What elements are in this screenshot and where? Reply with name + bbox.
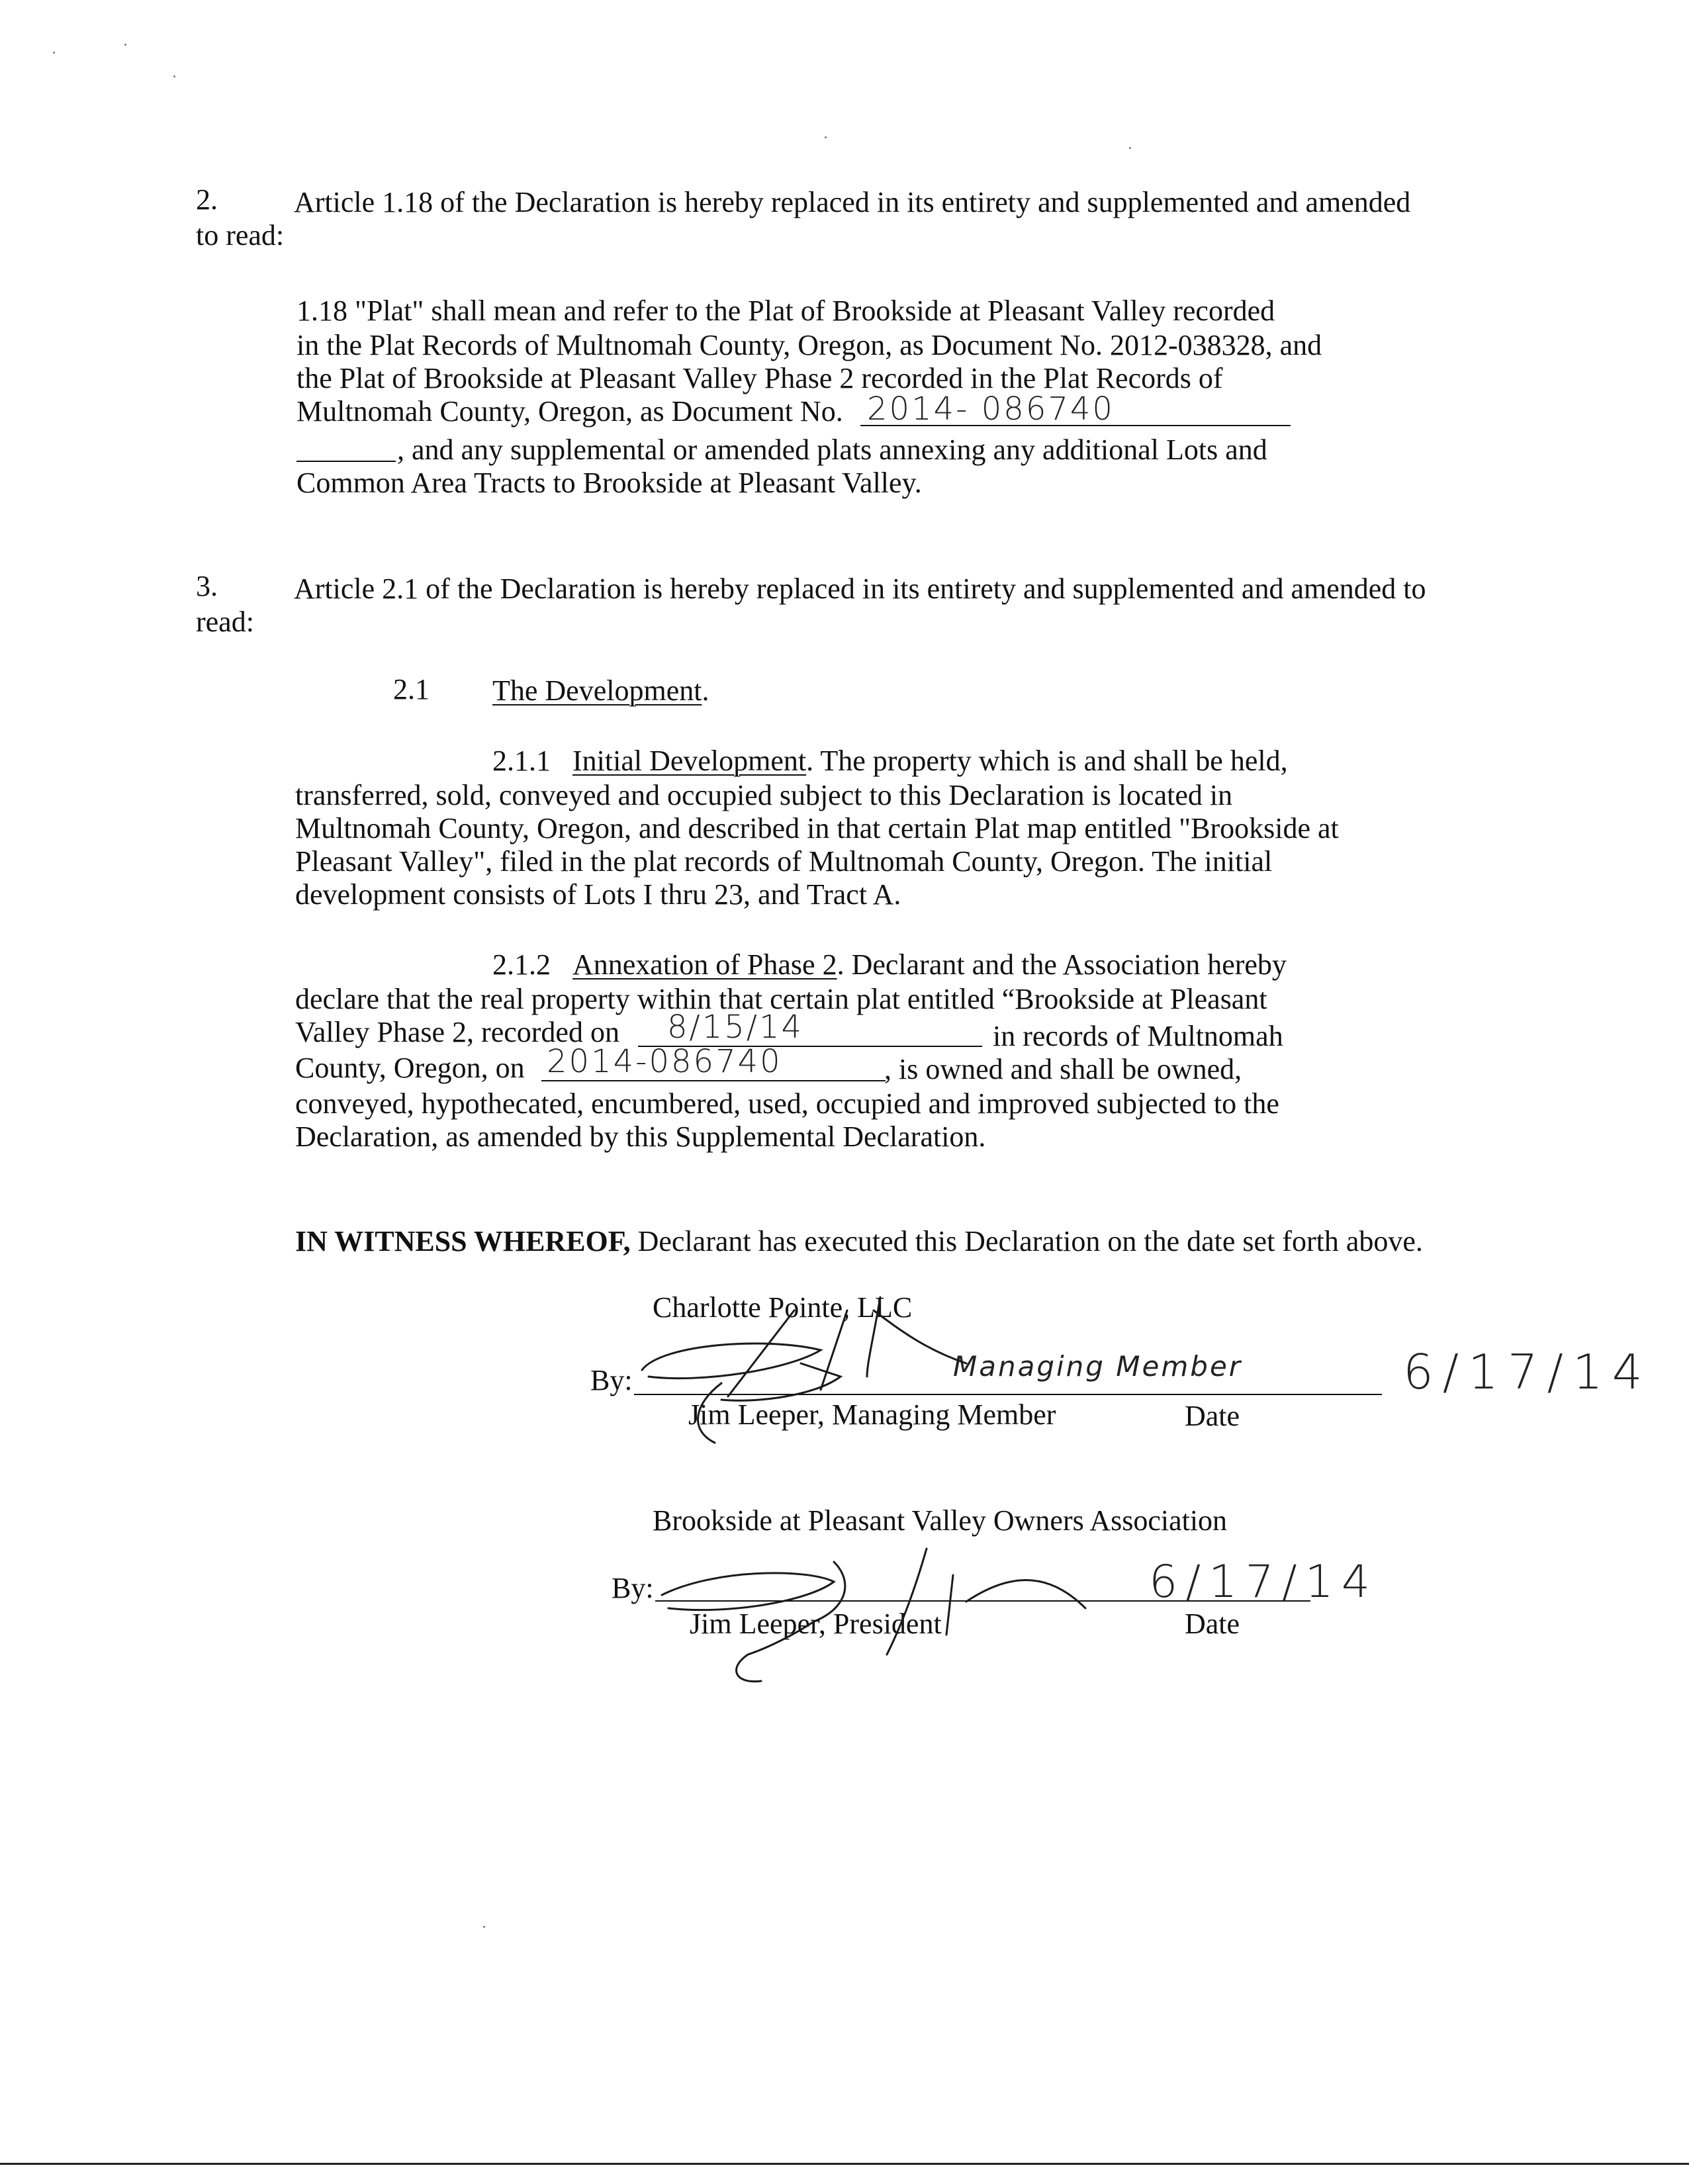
paragraph-2-1-2-line: Valley Phase 2, recorded on [295, 1016, 619, 1048]
paragraph-2-1-2-line: conveyed, hypothecated, encumbered, used, occupied and improved subjected to the [295, 1087, 1279, 1120]
handwritten-document-number: 2014- 086740 [867, 390, 1115, 428]
paragraph-2-1-2-line: declare that the real property within that certain plat entitled “Brookside at Pleasant [295, 983, 1267, 1015]
scan-edge-line [0, 2163, 1689, 2165]
subsection-2-1-number: 2.1 [393, 673, 430, 705]
subsection-2-1-title: The Development. [492, 674, 709, 707]
by-label-2: By: [612, 1572, 654, 1604]
signatory-entity-1: Charlotte Pointe, LLC [653, 1291, 913, 1324]
clause-1-18-line: Common Area Tracts to Brookside at Pleasant Valley. [297, 467, 922, 499]
scan-speck [1129, 147, 1131, 149]
section-3-intro-cont: read: [196, 606, 254, 638]
handwritten-recorded-date: 8/15/14 [667, 1009, 804, 1046]
scan-speck [483, 1926, 485, 1928]
signer-name-1: Jim Leeper, Managing Member [688, 1398, 1056, 1431]
paragraph-2-1-2-heading: 2.1.2 Annexation of Phase 2. Declarant and the Association hereby [492, 948, 1287, 981]
section-3-intro: Article 2.1 of the Declaration is hereby replaced in its entirety and supplemented and amended to [294, 572, 1426, 605]
clause-1-18-line: the Plat of Brookside at Pleasant Valley Phase 2 recorded in the Plat Records of [297, 362, 1223, 394]
paragraph-2-1-1-line: Multnomah County, Oregon, and described in that certain Plat map entitled "Brookside at [295, 812, 1339, 844]
section-2-intro-cont: to read: [196, 219, 285, 251]
clause-1-18-line: , and any supplemental or amended plats annexing any additional Lots and [397, 433, 1267, 466]
paragraph-2-1-2-line: Declaration, as amended by this Supplemental Declaration. [295, 1120, 986, 1153]
paragraph-2-1-1-line: Pleasant Valley", filed in the plat records of Multnomah County, Oregon. The initial [295, 845, 1273, 878]
signature-scribble-2 [635, 1522, 1112, 1688]
scan-speck [124, 44, 126, 46]
handwritten-recording-number: 2014-086740 [547, 1043, 782, 1080]
by-label-1: By: [590, 1364, 633, 1396]
paragraph-2-1-2-line: in records of Multnomah [993, 1020, 1283, 1052]
scan-speck [173, 75, 175, 77]
signer-name-2: Jim Leeper, President [690, 1608, 942, 1640]
paragraph-2-1-1-line: development consists of Lots I thru 23, and Tract A. [295, 878, 901, 911]
witness-clause: IN WITNESS WHEREOF, Declarant has executed this Declaration on the date set forth above. [295, 1225, 1423, 1257]
handwritten-date-1: 6/17/14 [1403, 1344, 1652, 1400]
paragraph-2-1-2-line: , is owned and shall be owned, [884, 1053, 1242, 1085]
section-2-intro: Article 1.18 of the Declaration is hereby replaced in its entirety and supplemented and amended [294, 186, 1411, 218]
signature-scribble-1 [622, 1271, 993, 1456]
clause-1-18-line: in the Plat Records of Multnomah County, Oregon, as Document No. 2012-038328, and [297, 329, 1322, 361]
paragraph-2-1-2-line: County, Oregon, on [295, 1052, 525, 1084]
clause-1-18-line: Multnomah County, Oregon, as Document No. [297, 395, 843, 428]
date-label-2: Date [1185, 1608, 1240, 1640]
clause-1-18-line: 1.18 "Plat" shall mean and refer to the Plat of Brookside at Pleasant Valley recorded [297, 295, 1275, 327]
document-number-blank-cont [297, 461, 396, 462]
scan-speck [825, 136, 827, 138]
signatory-entity-2: Brookside at Pleasant Valley Owners Association [653, 1504, 1228, 1537]
paragraph-2-1-1-line: transferred, sold, conveyed and occupied subject to this Declaration is located in [295, 779, 1233, 811]
paragraph-2-1-1-heading: 2.1.1 Initial Development. The property which is and shall be held, [492, 745, 1288, 777]
date-label-1: Date [1185, 1400, 1240, 1432]
section-2-number: 2. [196, 183, 218, 216]
section-3-number: 3. [196, 570, 218, 602]
scan-speck [53, 52, 55, 54]
handwritten-date-2: 6/17/14 [1149, 1556, 1379, 1608]
handwritten-title-1: Managing Member [953, 1350, 1243, 1383]
